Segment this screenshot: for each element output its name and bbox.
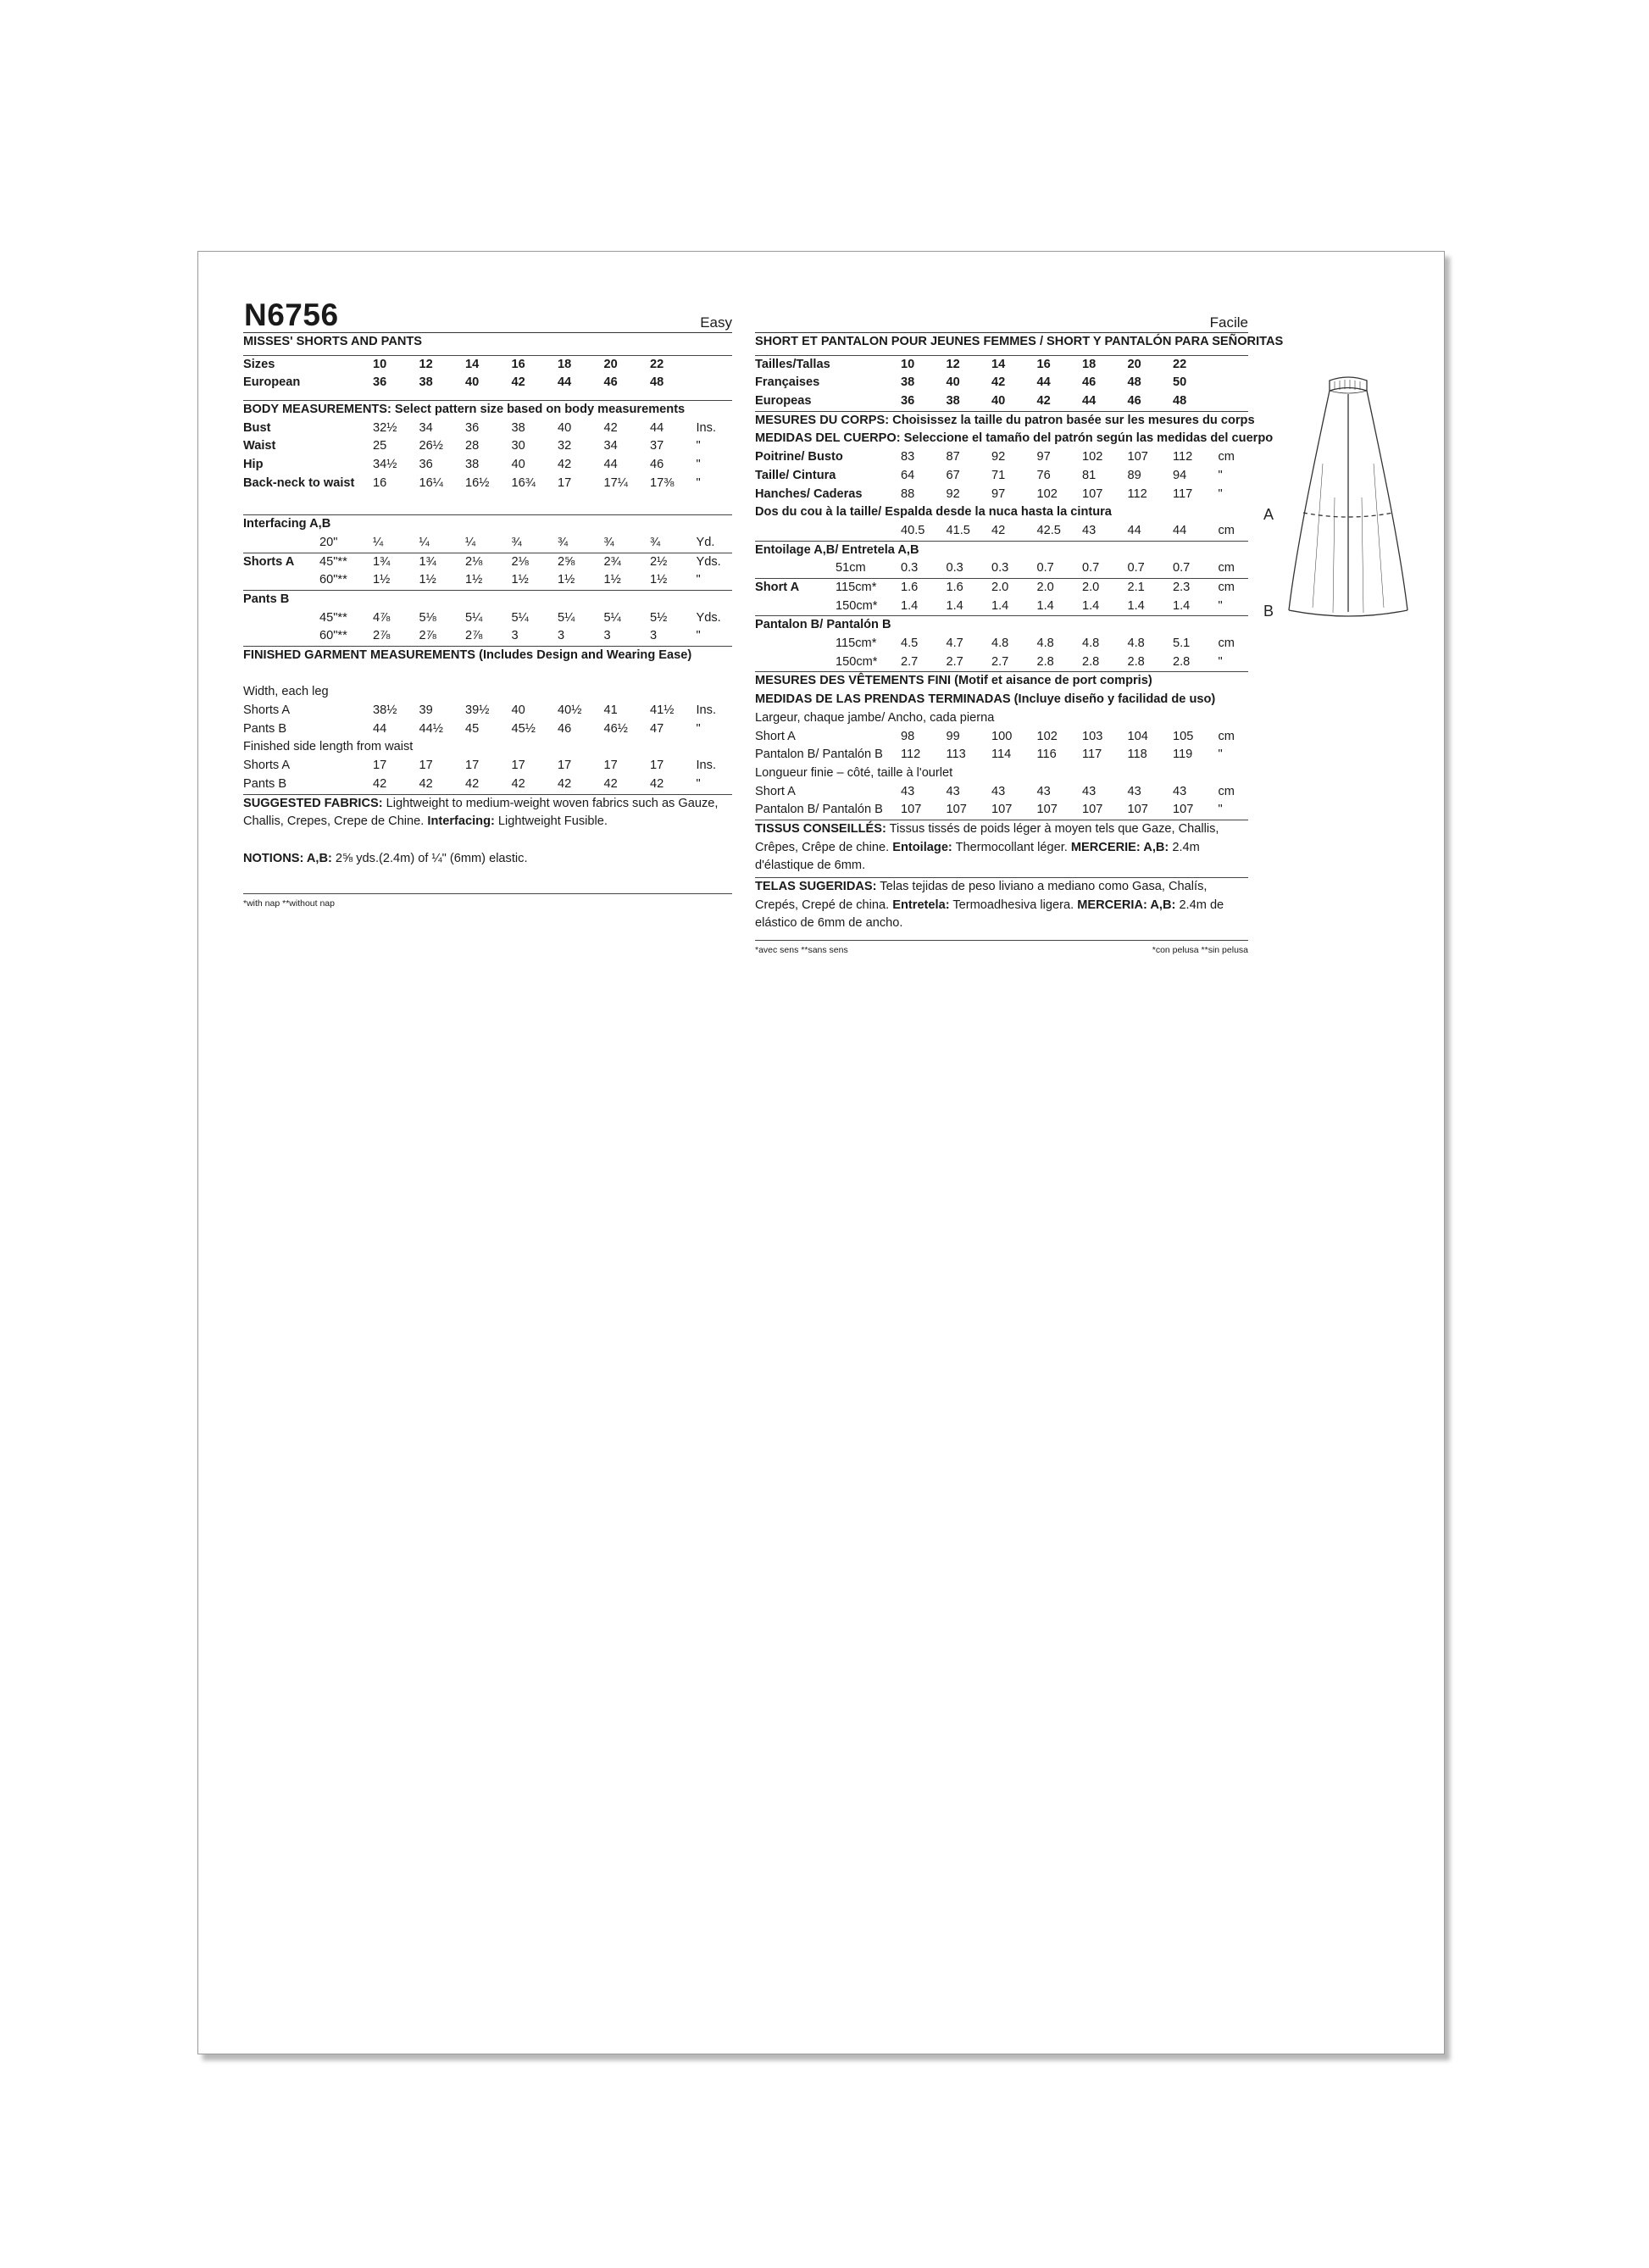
pattern-number: N6756 xyxy=(244,297,339,332)
pants-technical-drawing xyxy=(1263,370,1433,629)
french-spanish-column xyxy=(755,294,1284,956)
view-b-label: B xyxy=(1263,603,1274,620)
body-measurements-heading-fr: MESURES DU CORPS: Choisissez la taille du patron basée sur les mesures du corps xyxy=(755,413,1255,427)
francaises-row: Françaises 38 40 42 44 46 48 50 xyxy=(755,375,1187,390)
finished-measurements-heading-es: MEDIDAS DE LAS PRENDAS TERMINADAS (Incluye diseño y facilidad de uso) xyxy=(755,692,1216,707)
skill-level: Easy xyxy=(700,314,732,331)
body-measurements-table: Bust 32½ 34 36 38 40 42 44 Ins. Waist 25 26½ 28 30 32 34 37 " Hip 34½ 36 38 40 42 44 46 " Back-neck to waist 16 16¼ 16½ 16¾ 17 17¼ 17⅜ " xyxy=(243,420,717,490)
suggested-fabrics: SUGGESTED FABRICS: Lightweight to medium-weight woven fabrics such as Gauze, Challis, Crepes, Crepe de Chine. Interfacing: Lightweight Fusible. xyxy=(243,796,719,829)
finished-measurements-table-fr: Largeur, chaque jambe/ Ancho, cada pierna Short A 98 99 100 102 103 104 105 cm Pantalon B/ Pantalón B 112 113 114 116 117 118 119 " Longueur finie – côté, taille à l'ourlet Short A 43 43 43 43 43 43 43 cm Pantalon B/ Pantalón B 107 107 107 107 107 107 107 " xyxy=(755,710,1235,817)
body-measurements-heading-es: MEDIDAS DEL CUERPO: Seleccione el tamaño del patrón según las medidas del cuerpo xyxy=(755,431,1274,446)
sizes-row: Sizes 10 12 14 16 18 20 22 xyxy=(243,357,664,371)
nap-footnote: *with nap **without nap xyxy=(243,898,335,909)
french-header xyxy=(755,294,1248,333)
garment-title: MISSES' SHORTS AND PANTS xyxy=(243,335,423,348)
finished-measurements-heading-fr: MESURES DES VÊTEMENTS FINI (Motif et aisance de port compris) xyxy=(755,674,1152,688)
body-measurements-table-fr: Poitrine/ Busto 83 87 92 97 102 107 112 cm Taille/ Cintura 64 67 71 76 81 89 94 " Hanches/ Caderas 88 92 97 102 107 112 117 " Dos du cou à la taille/ Espalda desde la nuca hasta la cintura 40.5 41.5 42 42.5 43 44 44 cm xyxy=(755,450,1235,537)
tissus-conseilles: TISSUS CONSEILLÉS: Tissus tissés de poids léger à moyen tels que Gaze, Challis, Crêpes, Crêpe de chine. Entoilage: Thermocollant léger. MERCERIE: A,B: 2.4m d'élastique de 6mm. xyxy=(755,821,1219,873)
finished-measurements-table: Width, each leg Shorts A 38½ 39 39½ 40 40½ 41 41½ Ins. Pants B 44 44½ 45 45½ 46 46½ 47 " Finished side length from waist Shorts A 17 17 17 17 17 17 17 Ins. Pants B 42 42 42 42 42 42 42 " xyxy=(243,685,717,791)
finished-measurements-heading: FINISHED GARMENT MEASUREMENTS (Includes Design and Wearing Ease) xyxy=(243,648,692,663)
notions: NOTIONS: A,B: 2⅝ yds.(2.4m) of ¼" (6mm) elastic. xyxy=(243,851,528,865)
sizes-row-fr: Tailles/Tallas 10 12 14 16 18 20 22 xyxy=(755,357,1187,371)
english-column xyxy=(243,294,732,909)
body-measurements-heading: BODY MEASUREMENTS: Select pattern size based on body measurements xyxy=(243,403,686,417)
pattern-envelope-back xyxy=(197,251,1445,2054)
yardage-table-fr: Entoilage A,B/ Entretela A,B 51cm 0.3 0.3 0.3 0.7 0.7 0.7 0.7 cm Short A 115cm* 1.6 1.6 2.0 2.0 2.0 2.1 2.3 cm 150cm* 1.4 1.4 1.4 1.4 1.4 1.4 1.4 " Pantalon B/ Pantalón B 115cm* 4.5 4.7 4.8 4.8 4.8 4.8 5.1 cm 150cm* 2.7 2.7 2.7 2.8 2.8 2.8 2.8 " xyxy=(755,542,1248,672)
europeas-row: Europeas 36 38 40 42 44 46 48 xyxy=(755,394,1187,409)
skill-level-fr: Facile xyxy=(1209,314,1248,331)
yardage-table: Interfacing A,B 20" ¼ ¼ ¼ ¾ ¾ ¾ ¾ Yd. Shorts A 45"** 1¾ 1¾ 2⅛ 2⅛ 2⅝ 2¾ 2½ Yds. 60"** 1½ 1½ 1½ 1½ 1½ 1½ 1½ " Pants B 45"** 4⅞ 5⅛ 5¼ 5¼ 5¼ 5¼ 5½ Yds. 60"** 2⅞ 2⅞ 2⅞ 3 3 3 3 " xyxy=(243,515,732,646)
view-a-label: A xyxy=(1263,506,1274,523)
garment-title-fr: SHORT ET PANTALON POUR JEUNES FEMMES / SHORT Y PANTALÓN PARA SEÑORITAS xyxy=(755,335,1284,348)
telas-sugeridas: TELAS SUGERIDAS: Telas tejidas de peso liviano a mediano como Gasa, Chalís, Crepés, Crepé de china. Entretela: Termoadhesiva ligera. MERCERIA: A,B: 2.4m de elástico de 6mm de ancho. xyxy=(755,880,1224,931)
english-header xyxy=(243,294,732,333)
nap-footnote-fr: *avec sens **sans sens *con pelusa **sin pelusa xyxy=(755,945,1248,956)
european-sizes-row: European 36 38 40 42 44 46 48 xyxy=(243,375,664,390)
